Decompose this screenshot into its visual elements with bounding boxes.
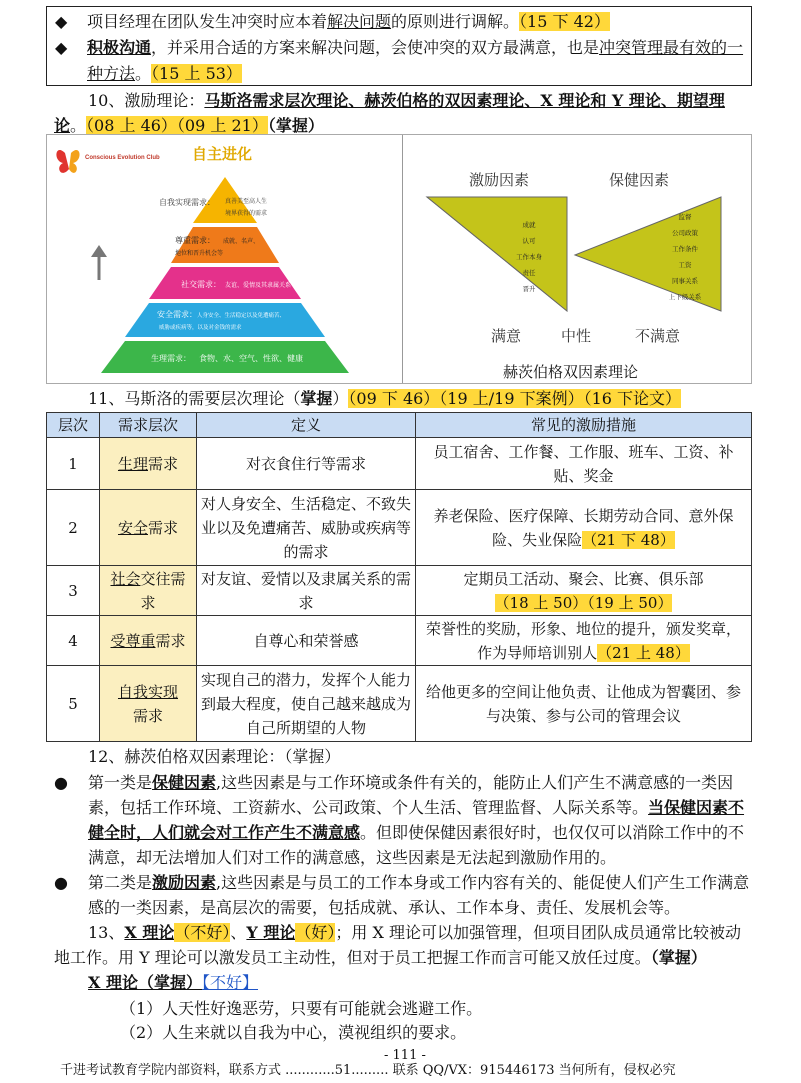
hygiene-item: 同事关系	[672, 277, 698, 285]
pyramid-level-1-name: 自我实现需求：	[159, 198, 215, 207]
label-hygiene: 保健因素	[609, 171, 670, 189]
motivator-item: 晋升	[522, 285, 536, 293]
notice-box	[46, 6, 752, 86]
svg-text:威胁或疾病等，以及对金钱的需求: 威胁或疾病等，以及对金钱的需求	[159, 325, 242, 331]
scale-satisfied: 满意	[491, 327, 522, 345]
pyramid-level-3-desc: 友谊、爱情及其隶属关系	[225, 282, 292, 289]
bullet-conflict-communication: 积极沟通，并采用合适的方案来解决问题，会使冲突的双方最满意，也是冲突管理最有效的一种方法。（15 上 53）	[87, 38, 744, 83]
pyramid-level-2-name: 尊重需求：	[175, 236, 215, 245]
maslow-table	[46, 412, 752, 742]
diamond-bullet-icon: ◆	[55, 38, 68, 57]
x-theory-item: （1）人天性好逸恶劳，只要有可能就会逃避工作。	[120, 999, 483, 1018]
x-theory-heading: X 理论（掌握）【不好】	[88, 973, 259, 992]
hygiene-item: 工作条件	[672, 245, 698, 253]
hygiene-item: 公司政策	[672, 229, 698, 237]
hygiene-item: 工资	[678, 261, 692, 269]
header-need: 需求层次	[100, 413, 197, 438]
hygiene-item: 监督	[678, 213, 692, 221]
motivator-item: 成就	[522, 221, 536, 229]
section-13-xy-theory: 13、X 理论（不好）、Y 理论（好）；用 X 理论可以加强管理，但项目团队成员通常比较被动地工作。用 Y 理论可以激发员工主动性，但对于员工把握工作而言可能又放任过度。（掌握）	[54, 923, 741, 967]
herzberg-figure	[403, 135, 751, 383]
table-row: 4 受尊重需求 自尊心和荣誉感 荣誉性的奖励，形象、地位的提升，颁发奖章，作为导师培训别人（21 上 48）	[47, 616, 752, 666]
section-12-title: 12、赫茨伯格双因素理论：（掌握）	[88, 747, 341, 766]
x-theory-item: （2）人生来就以自我为中心，漠视组织的要求。	[120, 1023, 467, 1042]
header-level: 层次	[47, 413, 100, 438]
maslow-pyramid-figure	[47, 135, 403, 383]
bullet-motivation-factors: 第二类是激励因素,这些因素是与员工的工作本身或工作内容有关的、能促使人们产生工作满意感的一类因素，是高层次的需要，包括成就、承认、工作本身、责任、发展机会等。	[88, 873, 750, 917]
herzberg-caption: 赫茨伯格双因素理论	[503, 363, 639, 381]
hygiene-item: 上下级关系	[668, 293, 702, 301]
pyramid-level-5-name: 生理需求：	[151, 354, 191, 363]
svg-text:成就、名声、: 成就、名声、	[223, 238, 260, 245]
section-11-maslow: 11、马斯洛的需要层次理论（掌握）（09 下 46）（19 上/19 下案例）（16 下论文）	[88, 389, 682, 408]
theory-figures	[46, 134, 752, 384]
table-row: 3 社会交往需求 对友谊、爱情以及隶属关系的需求 定期员工活动、聚会、比赛、俱乐部 （18 上 50）（19 上 50）	[47, 566, 752, 616]
pyramid-title: 自主进化	[192, 145, 253, 163]
bullet-conflict-principle: 项目经理在团队发生冲突时应本着解决问题的原则进行调解。（15 下 42）	[87, 12, 610, 31]
up-arrow-icon	[91, 245, 107, 280]
motivator-item: 责任	[522, 269, 536, 277]
round-bullet-icon: ●	[54, 773, 68, 792]
motivator-item: 认可	[522, 237, 536, 245]
svg-text:地位和晋升机会等: 地位和晋升机会等	[175, 250, 224, 257]
table-row: 5 自我实现 需求 实现自己的潜力，发挥个人能力到最大程度，使自己越来越成为自己所期望的人物 给他更多的空间让他负责、让他成为智囊团、参与决策、参与公司的管理会议	[47, 666, 752, 742]
pyramid-level-3-name: 社交需求：	[181, 280, 221, 289]
motivator-item: 工作本身	[516, 253, 542, 261]
table-row: 1 生理需求 对衣食住行等需求 员工宿舍、工作餐、工作服、班车、工资、补贴、奖金	[47, 438, 752, 490]
round-bullet-icon: ●	[54, 873, 68, 892]
logo-text: Conscious Evolution Club	[85, 155, 160, 161]
svg-text:人身安全、生活稳定以及免遭痛苦、: 人身安全、生活稳定以及免遭痛苦、	[197, 313, 286, 319]
label-motivators: 激励因素	[469, 171, 530, 189]
header-definition: 定义	[197, 413, 416, 438]
diamond-bullet-icon: ◆	[55, 12, 68, 31]
table-row: 2 安全需求 对人身安全、生活稳定、不致失业以及免遭痛苦、威胁或疾病等的需求 养老保险、医疗保障、长期劳动合同、意外保险、失业保险（21 下 48）	[47, 490, 752, 566]
pyramid-level-1-desc: 真善美至高人生	[225, 198, 268, 205]
pyramid-level-5-desc: 食物、水、空气、性欲、健康	[199, 354, 303, 363]
butterfly-logo-icon	[56, 150, 79, 173]
bullet-hygiene-factors: 第一类是保健因素,这些因素是与工作环境或条件有关的，能防止人们产生不满意感的一类因素，包括工作环境、工资薪水、公司政策、个人生活、管理监督、人际关系等。当保健因素不健全时，人们就会对工作产生不满意感。但即使保健因素很好时，也仅仅可以消除工作中的不满意，却无法增加人们对工作的满意感，这些因素是无法起到激励作用的。	[88, 773, 745, 867]
header-measures: 常见的激励措施	[416, 413, 752, 438]
svg-text:境界获得的需求: 境界获得的需求	[225, 210, 268, 217]
footer-cut-text: 千进考试教育学院内部资料，联系方式 ............51......... 联系 QQ/VX：915446173 当何所有，侵权必究	[60, 1063, 676, 1078]
scale-neutral: 中性	[561, 327, 592, 345]
scale-dissatisfied: 不满意	[635, 327, 681, 345]
pyramid-level-4-name: 安全需求：	[157, 310, 197, 319]
section-10-motivation-theories: 10、激励理论：马斯洛需求层次理论、赫茨伯格的双因素理论、X 理论和 Y 理论、期望理论。（08 上 46）（09 上 21）（掌握）	[54, 91, 725, 135]
page-number: - 111 -	[384, 1048, 426, 1063]
